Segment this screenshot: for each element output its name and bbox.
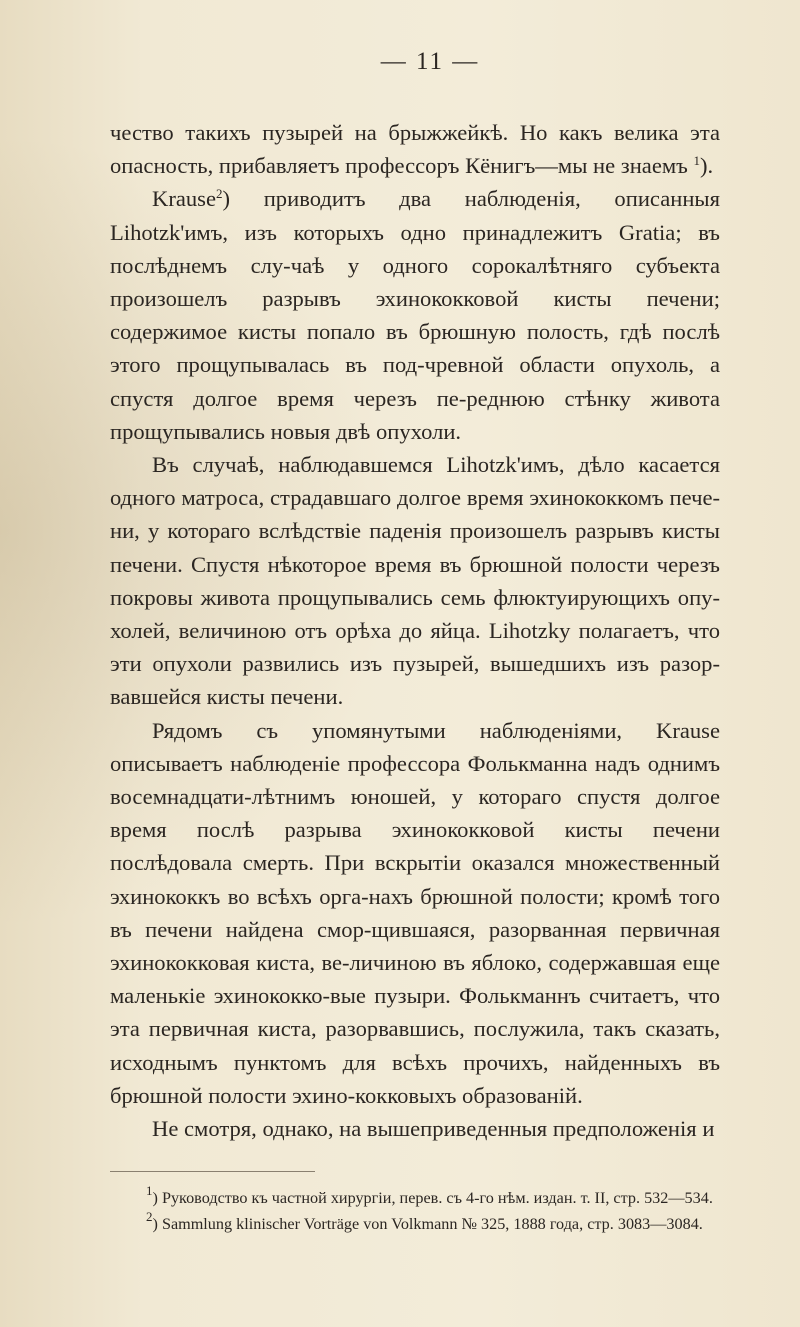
main-text [110, 116, 720, 1145]
footnote-1-text: Руководство къ частной хирургіи, перев. съ 4-го нѣм. издан. т. II, стр. 532—534. [161, 1189, 713, 1208]
paragraph-3: Въ случаѣ, наблюдавшемся Lihotzk'имъ, дѣло касается одного матроса, страдавшаго долгое время эхинококкомъ пече-ни, у котораго вслѣдствіе паденія произошелъ разрывъ кисты печени. Спустя нѣкоторое время въ брюшной полости черезъ покровы живота прощупывались семь флюктуирующихъ опу-холей, величиною отъ орѣха до яйца. Lihotzky полагаетъ, что эти опухоли развились изъ пузырей, вышедшихъ изъ разор-вавшейся кисты печени. [110, 452, 720, 710]
paragraph-5: Не смотря, однако, на вышеприведенныя предположенія и [152, 1116, 715, 1142]
paragraph-2-text: приводитъ два наблюденія, описанныя Lihotzk'имъ, изъ которыхъ одно принадлежитъ Gratia; въ послѣднемъ слу-чаѣ у одного сорокалѣтняго субъекта произошелъ разрывъ эхинококковой кисты печени; содержимое кисты попало въ брюшную полость, гдѣ послѣ этого прощупывалась въ под-чревной области опухоль, а спустя долгое время черезъ пе-реднюю стѣнку живота прощупывались новыя двѣ опухоли. [110, 186, 720, 444]
paragraph-1-text: чество такихъ пузырей на брыжжейкѣ. Но какъ велика эта опасность, прибавляетъ профессоръ Кёнигъ—мы не знаемъ [110, 120, 720, 179]
paragraph-4: Рядомъ съ упомянутыми наблюденіями, Krause описываетъ наблюденіе профессора Фолькманна надъ однимъ восемнадцати-лѣтнимъ юношей, у котораго спустя долгое время послѣ разрыва эхинококковой кисты печени послѣдовала смерть. При вскрытіи оказался множественный эхинококкъ во всѣхъ орга-нахъ брюшной полости; кромѣ того въ печени найдена смор-щившаяся, разорванная первичная эхинококковая киста, ве-личиною въ яблоко, содержавшая еще маленькіе эхинококко-вые пузыри. Фолькманнъ считаетъ, что эта первичная киста, разорвавшись, послужила, такъ сказать, исходнымъ пунктомъ для всѣхъ прочихъ, найденныхъ въ брюшной полости эхино-кокковыхъ образованій. [110, 717, 720, 1108]
footnotes [110, 1183, 720, 1236]
page-number: — 11 — [380, 48, 480, 75]
footnote-2: $^2$) Sammlung klinischer Vorträge von Volkmann № 325, 1888 года, стр. 3083—3084. [146, 1209, 703, 1234]
footnote-2-mark: 2 [146, 1209, 153, 1225]
footnote-ref-1: 1 [693, 153, 700, 169]
paragraph-1 [110, 116, 720, 182]
footnote-1: $^1$) Руководство къ частной хирургіи, перев. съ 4-го нѣм. издан. т. II, стр. 532—534. [146, 1183, 713, 1208]
footnote-ref-2: 2 [216, 186, 223, 202]
footnote-1-mark: 1 [146, 1183, 153, 1199]
footnote-divider [110, 1171, 315, 1172]
paragraph-1-closing: ). [700, 153, 714, 179]
paragraph-2-closing: ) [222, 186, 231, 212]
paragraph-2 [110, 182, 720, 448]
krause-name: Krause [152, 186, 216, 212]
footnote-2-text: Sammlung klinischer Vorträge von Volkmann № 325, 1888 года, стр. 3083—3084. [161, 1215, 703, 1234]
